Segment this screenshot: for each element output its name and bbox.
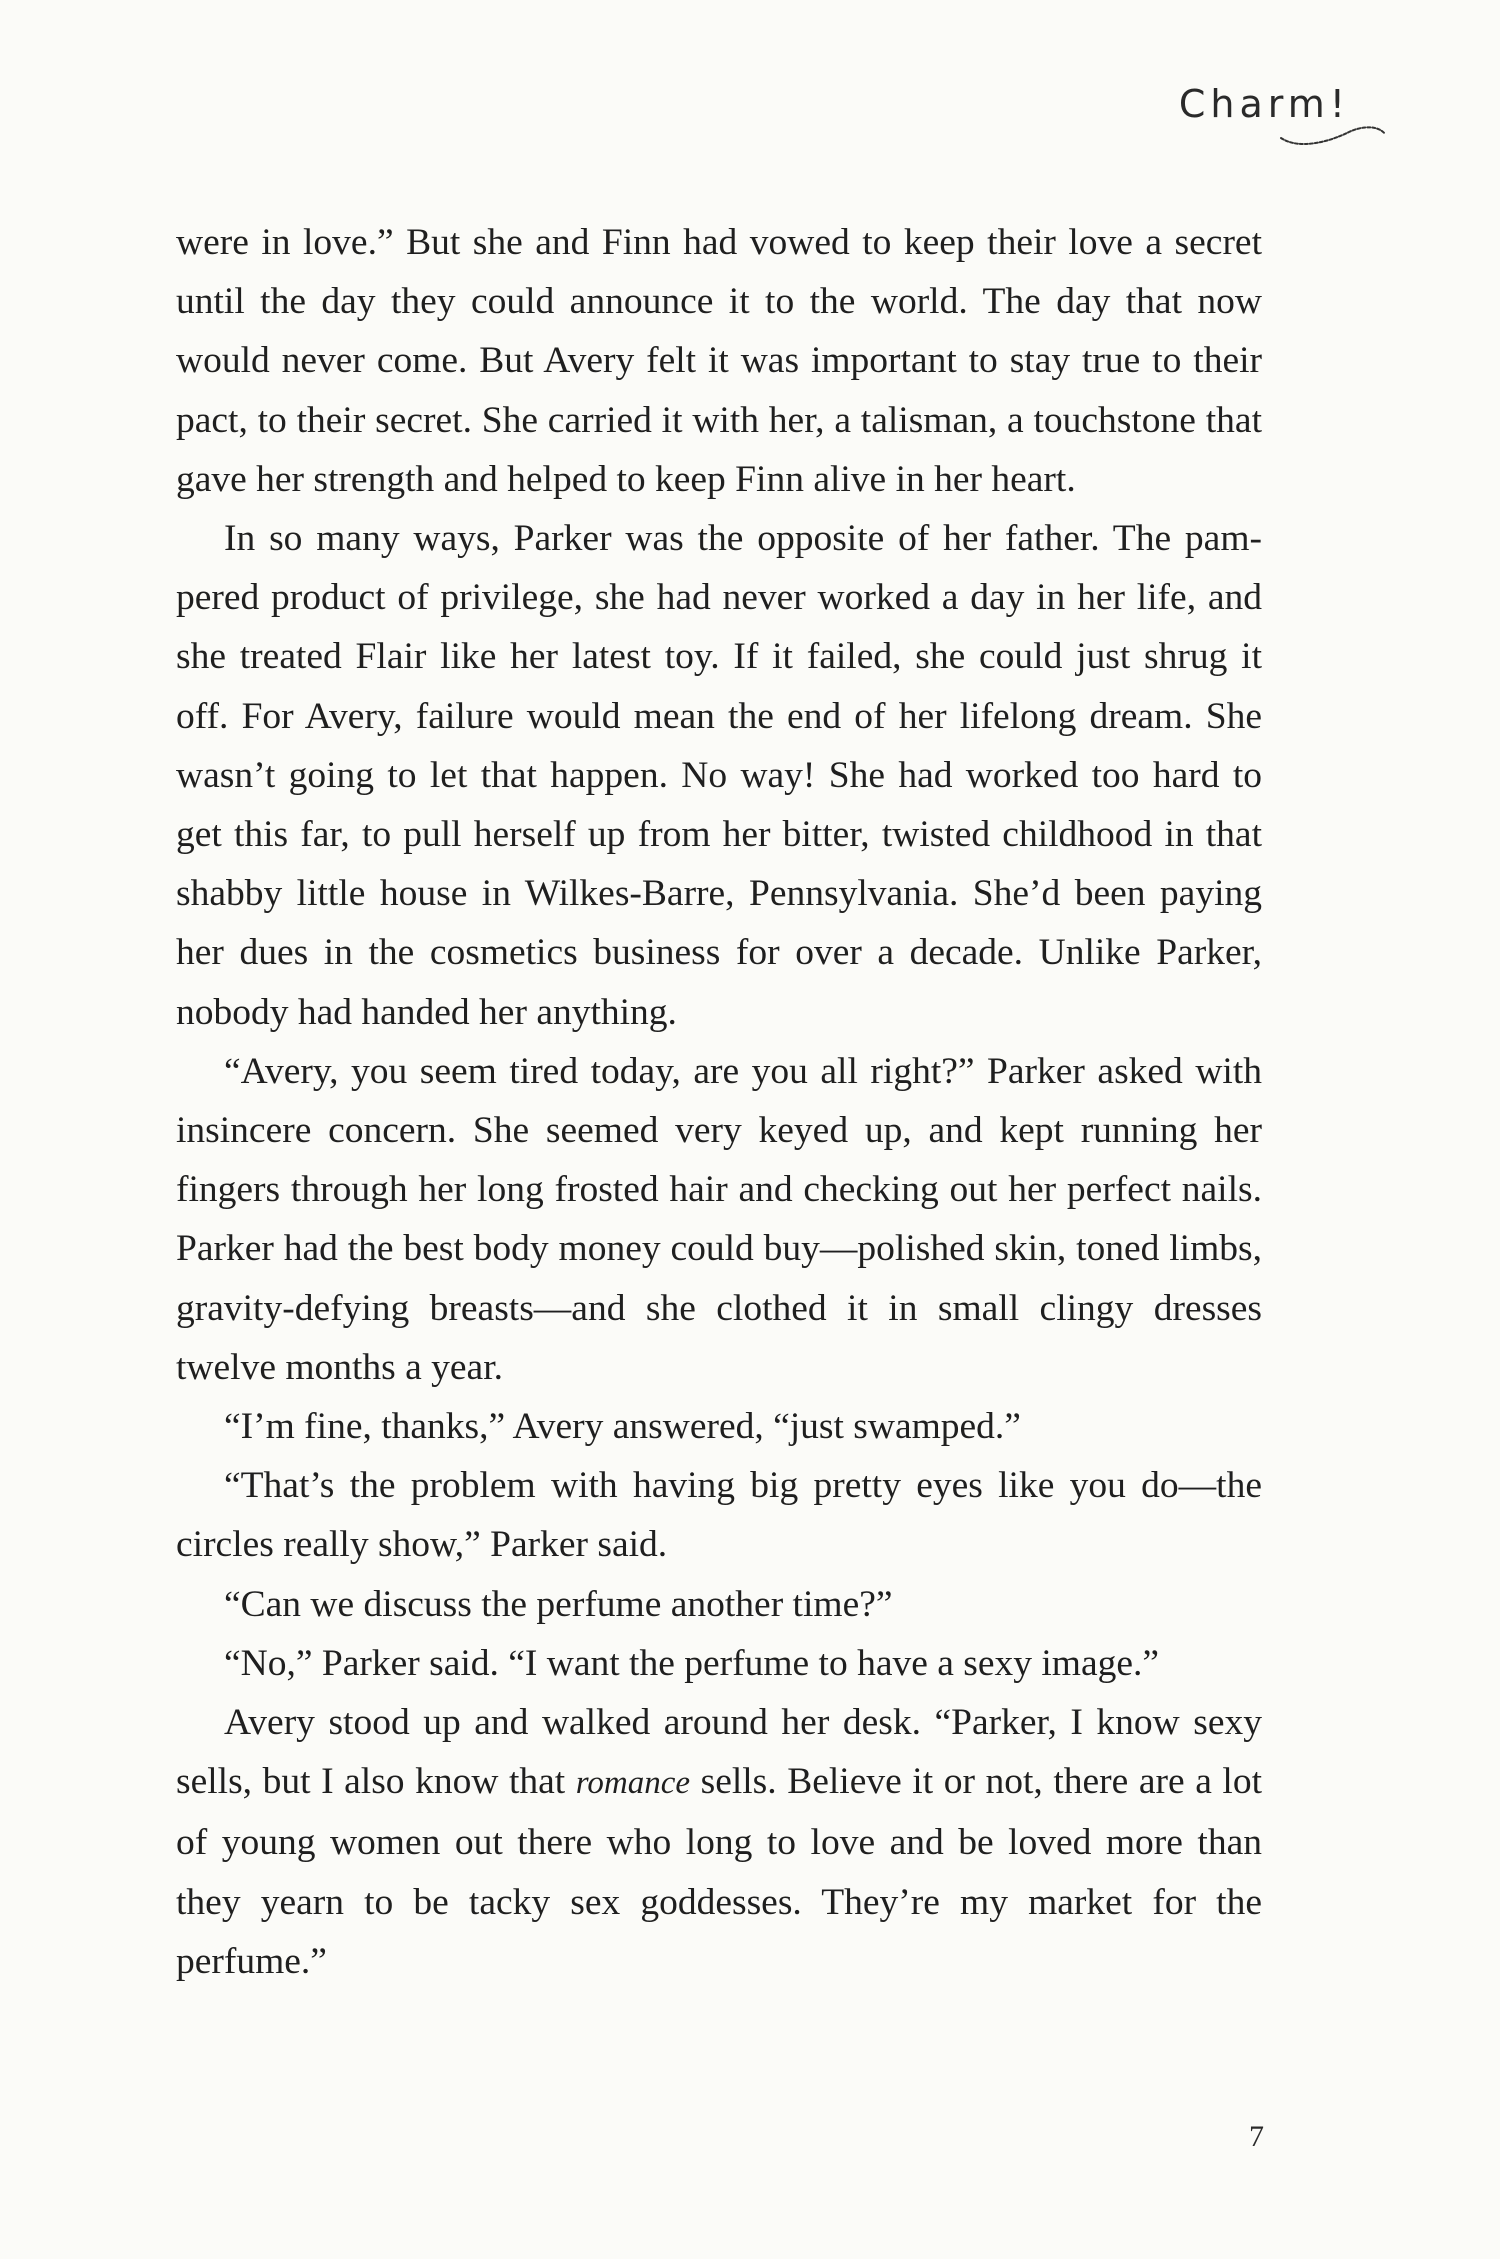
body-text bbox=[176, 213, 1262, 1991]
running-head bbox=[1179, 82, 1350, 126]
paragraph-7: “No,” Parker said. “I want the perfume to have a sexy image.” bbox=[224, 1642, 1160, 1684]
swash-ornament-icon bbox=[1279, 120, 1389, 150]
paragraph-2: In so many ways, Parker was the opposite of her father. The pampered product of privilege, she had never worked a day in her life, and she treated Flair like her latest toy. If it failed, she could just shrug it off. For Avery, failure would mean the end of her lifelong dream. She wasn’t going to let that happen. No way! She had worked too hard to get this far, to pull herself up from her bitter, twisted childhood in that shabby little house in Wilkes-Barre, Pennsylvania. She’d been paying her dues in the cosmetics business for over a decade. Unlike Parker, nobody had handed her anything. bbox=[176, 518, 1262, 1033]
paragraph-8: Avery stood up and walked around her desk. “Parker, I know sexy sells, but I also know that romance sells. Believe it or not, there are a lot of young women out there who long to love and be loved more than they yearn to be tacky sex goddesses. They’re my market for the perfume.” bbox=[176, 1702, 1262, 1982]
page-number: 7 bbox=[1249, 2120, 1264, 2153]
emphasis-romance: romance bbox=[575, 1765, 691, 1802]
running-title: Charm! bbox=[1178, 82, 1350, 126]
paragraph-6: “Can we discuss the perfume another time?” bbox=[224, 1583, 893, 1625]
paragraph-1: were in love.” But she and Finn had vowed to keep their love a secret until the day they could announce it to the world. The day that now would never come. But Avery felt it was important to stay true to their pact, to their secret. She carried it with her, a talisman, a touchstone that gave her strength and helped to keep Finn alive in her heart. bbox=[176, 222, 1262, 500]
paragraph-5: “That’s the problem with having big pretty eyes like you do—the circles really show,” Parker said. bbox=[176, 1465, 1262, 1566]
paragraph-4: “I’m fine, thanks,” Avery answered, “just swamped.” bbox=[224, 1406, 1021, 1448]
paragraph-3: “Avery, you seem tired today, are you all right?” Parker asked with insincere concern. She seemed very keyed up, and kept running her fingers through her long frosted hair and checking out her perfect nails. Parker had the best body money could buy—polished skin, toned limbs, gravity-defying breasts—and she clothed it in small clingy dresses twelve months a year. bbox=[176, 1050, 1262, 1388]
